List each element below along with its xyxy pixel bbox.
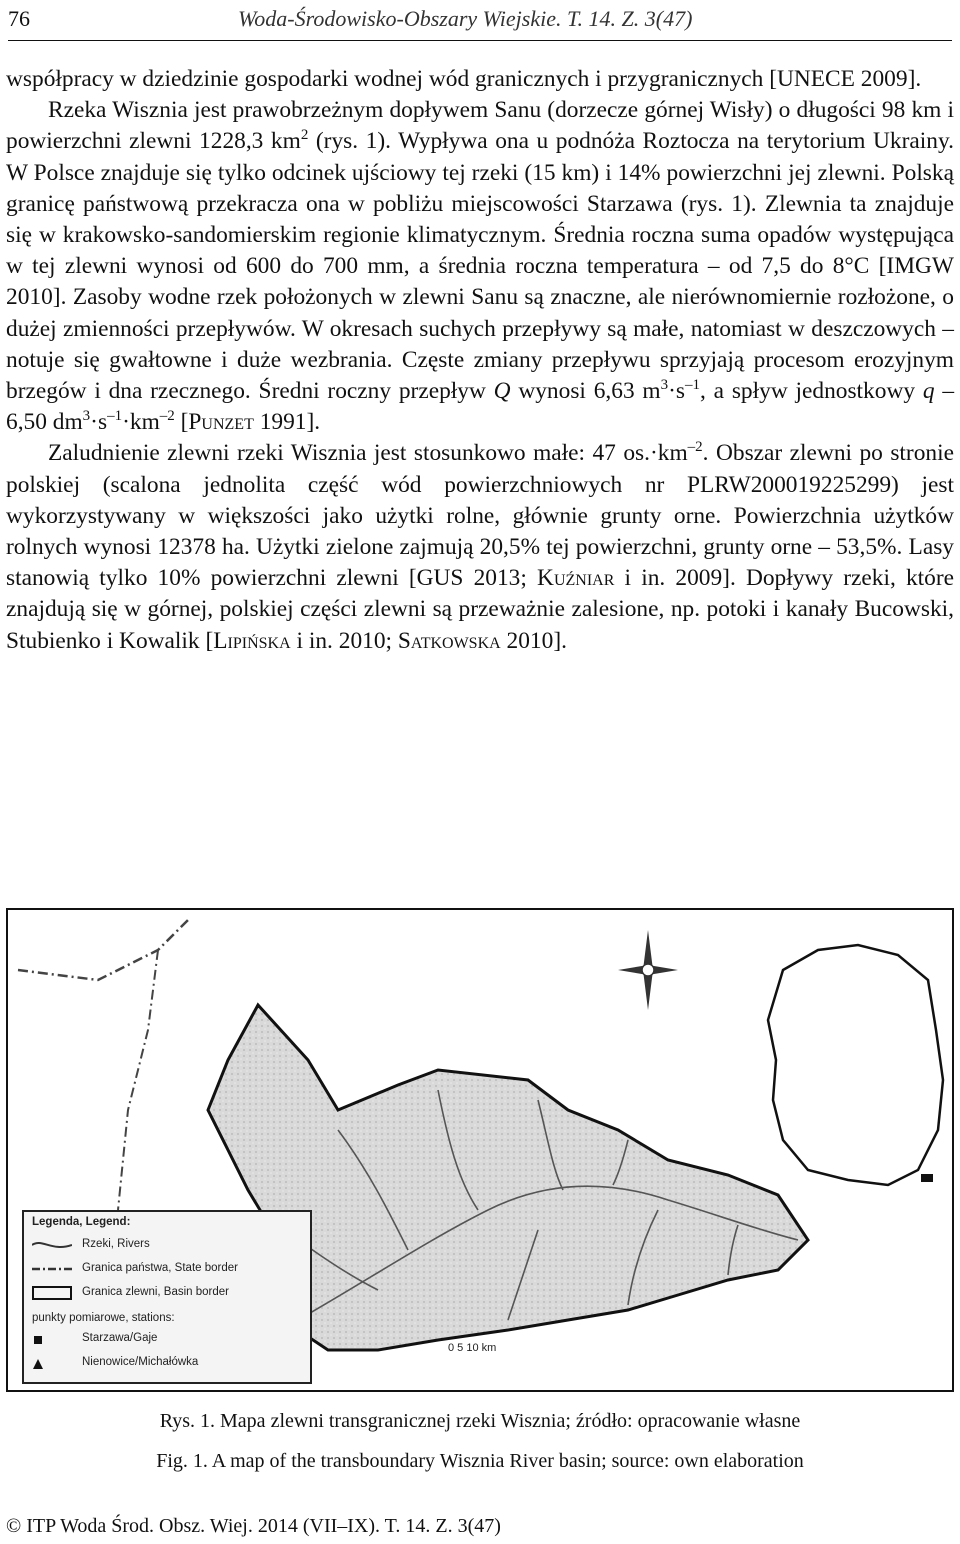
header-rule: [8, 40, 952, 41]
legend-stations-title: punkty pomiarowe, stations:: [32, 1312, 175, 1324]
state-border: [118, 950, 158, 1210]
paragraph-2-text: – 6,50 dm: [6, 378, 955, 436]
paragraph-3-text: . Obszar zlewni po stronie polskiej (scalona jednolita część wód powierzchniowych nr PLRW200019225299) jest wykorzystywany w większości jako użytki rolne, głównie grunty orne. Powierzchnia użytków rolnych wynosi 12378 ha. Użytki zielone zajmują 20,5% tej powierzchni, grunty orne – 53,5%. Lasy stanowią tylko 10% powierzchni zlewni [GUS 2013; K: [6, 440, 954, 592]
map-legend: [22, 1210, 312, 1384]
paragraph-2-text: ·s: [90, 409, 108, 436]
page-number: 76: [8, 6, 30, 31]
superscript: –2: [687, 439, 703, 456]
symbol-q: q: [922, 378, 935, 405]
paragraph-3-text: Zaludnienie zlewni rzeki Wisznia jest stosunkowo małe: 47 os.·km: [48, 440, 688, 467]
citation-author: unzet: [201, 409, 254, 436]
superscript: –1: [107, 408, 123, 425]
legend-item-basin-border: Granica zlewni, Basin border: [82, 1286, 230, 1298]
journal-title: Woda-Środowisko-Obszary Wiejskie. T. 14. Z. 3(47): [238, 6, 693, 31]
paragraph-3: [6, 438, 954, 656]
paragraph-2-text: Rzeka Wisznia jest prawobrzeżnym dopływem Sanu (dorzecze górnej Wisły) o długości 98 km i powierzchni zlewni 1228,3 km: [6, 97, 954, 155]
figure-caption-en: Fig. 1. A map of the transboundary Wisznia River basin; source: own elaboration: [156, 1450, 804, 1472]
superscript: 3: [660, 377, 669, 394]
legend-item-rivers: Rzeki, Rivers: [82, 1238, 150, 1250]
square-station-icon: [32, 1334, 44, 1346]
figure-caption-pl: Rys. 1. Mapa zlewni transgranicznej rzeki Wisznia; źródło: opracowanie własne: [159, 1410, 801, 1432]
basin-border-symbol: [32, 1286, 72, 1300]
legend-item-state-border: Granica państwa, State border: [82, 1262, 238, 1274]
paragraph-2-text: , a spływ jednostkowy: [700, 378, 923, 405]
citation-author: uźniar: [553, 565, 615, 592]
superscript: 3: [82, 408, 91, 425]
paragraph-1-text: współpracy w dziedzinie gospodarki wodnej wód granicznych i przygranicznych [UNECE 2009].: [6, 66, 922, 92]
citation-author: atkowska: [410, 627, 501, 654]
basin-location-marker: [921, 1174, 933, 1182]
superscript: –2: [159, 408, 175, 425]
paragraph-2-text: (rys. 1). Wypływa ona u podnóża Roztocza na terytorium Ukrainy. W Polsce znajduje się tylko odcinek ujściowy tej rzeki (15 km) i 14% powierzchni jej zlewni. Polską granicę państwową przekracza ona w pobliżu miejscowości Starzawa (rys. 1). Zlewnia ta znajduje się w krakowsko-sandomierskim regionie klimatycznym. Średnia roczna suma opadów występująca w tej zlewni wynosi od 600 do 700 mm, a średnia roczna temperatura – od 7,5 do 8°C [IMGW 2010]. Zasoby wodne rzek położonych w zlewni Sanu są znaczne, ale nierównomiernie rozłożone, o dużej zmienności przepływów. W okresach suchych przepływy są małe, natomiast w deszczowych – notuje się gwałtowne i duże wezbrania. Częste zmiany przepływu sprzyjają procesom erozyjnym brzegów i dna rzecznego. Średni roczny przepływ: [6, 128, 955, 405]
scale-label: 0 5 10: [448, 1342, 479, 1354]
paragraph-3-text: 2010].: [500, 627, 567, 654]
page-footer: © ITP Woda Środ. Obsz. Wiej. 2014 (VII–IX). T. 14. Z. 3(47): [6, 1515, 501, 1537]
triangle-station-icon: [32, 1358, 44, 1370]
legend-station-starzawa: Starzawa/Gaje: [82, 1332, 158, 1344]
paragraph-2-text: wynosi 6,63 m: [510, 378, 661, 405]
compass-rose: [618, 930, 678, 1010]
poland-outline: [768, 945, 943, 1185]
state-border: [18, 920, 188, 980]
state-border-symbol: [32, 1262, 72, 1276]
page-header: [8, 6, 952, 40]
symbol-Q: Q: [493, 378, 511, 405]
superscript: 2: [300, 127, 309, 144]
citation-author: ipińska: [227, 627, 291, 654]
scale-unit: km: [481, 1342, 497, 1354]
basin-map-figure: [6, 908, 954, 1392]
paragraph-2-text: ·s: [668, 378, 686, 405]
paragraph-2: [6, 95, 954, 438]
paragraph-1: [6, 64, 954, 95]
paragraph-2-text: 1991].: [253, 409, 321, 436]
paragraph-2-text: ·km: [122, 409, 160, 436]
legend-title: Legenda, Legend:: [32, 1216, 131, 1228]
legend-station-nienowice: Nienowice/Michałówka: [82, 1356, 199, 1368]
superscript: –1: [685, 377, 701, 394]
body-text: [6, 64, 954, 657]
paragraph-2-text: [P: [174, 409, 202, 436]
paragraph-3-text: i in. 2010; S: [290, 627, 411, 654]
river-symbol: [32, 1238, 72, 1252]
paragraph-3-text: i in. 2009]. Dopływy rzeki, które znajdują się w górnej, polskiej części zlewni są przeważnie zalesione, np. potoki i kanały Bucowski, Stubienko i Kowalik [L: [6, 565, 955, 654]
scale-bar: [448, 1342, 496, 1354]
